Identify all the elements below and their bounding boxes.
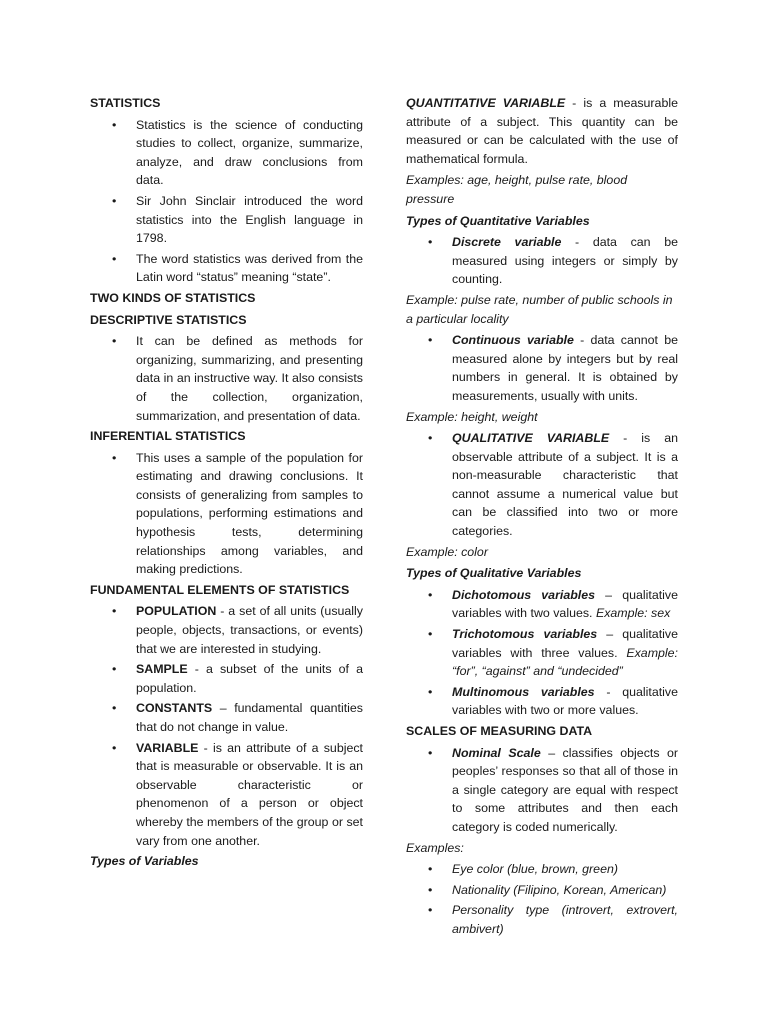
list-item: • Sir John Sinclair introduced the word statistics into the English language in 1798. [112,193,363,246]
types-quantitative-heading: Types of Quantitative Variables [406,213,590,228]
list-item-continuous: • Continuous variable - data cannot be measured alone by integers but by real numbers in general. It is obtained by measurements, usually with units. [428,333,678,403]
bullet-icon: • [112,334,117,349]
list-item-sample: • SAMPLE - a subset of the units of a population. [112,662,363,695]
bullet-icon: • [428,862,433,877]
list-item-example: • Personality type (introvert, extrovert, ambivert) [428,903,678,936]
list-item-dichotomous: • Dichotomous variables – qualitative variables with two values. Example: sex [428,587,678,621]
bullet-icon: • [428,587,433,602]
left-column [90,94,363,874]
discrete-example: Example: pulse rate, number of public schools in a particular locality [406,292,673,326]
bullet-icon: • [428,745,433,760]
list-item-example: • Nationality (Filipino, Korean, American) [406,881,678,900]
bullet-icon: • [428,235,433,250]
types-qualitative-heading: Types of Qualitative Variables [406,566,582,581]
list-item: • The word statistics was derived from the Latin word “status” meaning “state”. [112,251,363,285]
list-item-nominal: • Nominal Scale – classifies objects or peoples’ responses so that all of those in a single category are equal with respect to some attributes and then each category is coded numerically. [428,745,679,834]
bullet-icon: • [112,604,117,619]
inferential-heading: INFERENTIAL STATISTICS [90,429,246,444]
quantitative-definition: QUANTITATIVE VARIABLE - is a measurable attribute of a subject. This quantity can be measured or can be calculated with the use of mathematical formula. [406,96,678,166]
bullet-icon: • [112,117,117,132]
list-item: • It can be defined as methods for organizing, summarizing, and presenting data in an instructive way. It also consists of the collection, organization, summarization, and presentation of data. [112,334,363,423]
two-kinds-heading: TWO KINDS OF STATISTICS [90,290,256,305]
list-item-discrete: • Discrete variable - data can be measured using integers or simply by counting. [428,235,679,287]
list-item-trichotomous: • Trichotomous variables – qualitative variables with three values. Example: “for”, “against” and “undecided” [428,627,678,679]
continuous-example: Example: height, weight [406,409,538,424]
bullet-icon: • [428,684,433,699]
list-item: • Statistics is the science of conducting studies to collect, organize, summarize, analyze, and draw conclusions from data. [112,117,363,188]
right-column [406,94,678,941]
bullet-icon: • [428,431,433,446]
list-item-qualitative: • QUALITATIVE VARIABLE - is an observable attribute of a subject. It is a non-measurable characteristic that cannot assume a numerical value but can be classified into two or more categories. [428,431,678,539]
list-item-constants: • CONSTANTS – fundamental quantities that do not change in value. [112,701,363,734]
bullet-icon: • [112,701,117,716]
examples-label: Examples: [406,840,464,855]
bullet-icon: • [112,662,117,677]
list-item: • This uses a sample of the population for estimating and drawing conclusions. It consists of generalizing from samples to populations, performing estimations and hypothesis tests, determining relationships among variables, and making predictions. [112,450,363,577]
bullet-icon: • [428,333,433,348]
list-item-population: • POPULATION - a set of all units (usually people, objects, transactions, or events) that we are interested in studying. [112,604,363,656]
list-item-variable: • VARIABLE - is an attribute of a subject that is measurable or observable. It is an observable characteristic or phenomenon of a person or object whereby the members of the group or set vary from one another. [112,740,363,848]
bullet-icon: • [428,903,433,918]
descriptive-heading: DESCRIPTIVE STATISTICS [90,312,247,327]
bullet-icon: • [428,882,433,897]
types-of-variables-heading: Types of Variables [90,854,199,869]
qualitative-example: Example: color [406,544,488,559]
bullet-icon: • [112,251,117,266]
bullet-icon: • [428,627,433,642]
list-item-multinomous: • Multinomous variables - qualitative variables with two or more values. [428,684,678,718]
list-item-example: • Eye color (blue, brown, green) [406,860,678,879]
scales-heading: SCALES OF MEASURING DATA [406,724,593,738]
bullet-icon: • [112,740,117,755]
bullet-icon: • [112,450,117,465]
quantitative-examples: Examples: age, height, pulse rate, blood pressure [406,173,628,206]
statistics-heading: STATISTICS [90,96,161,110]
bullet-icon: • [112,193,117,208]
fundamental-heading: FUNDAMENTAL ELEMENTS OF STATISTICS [90,582,350,597]
